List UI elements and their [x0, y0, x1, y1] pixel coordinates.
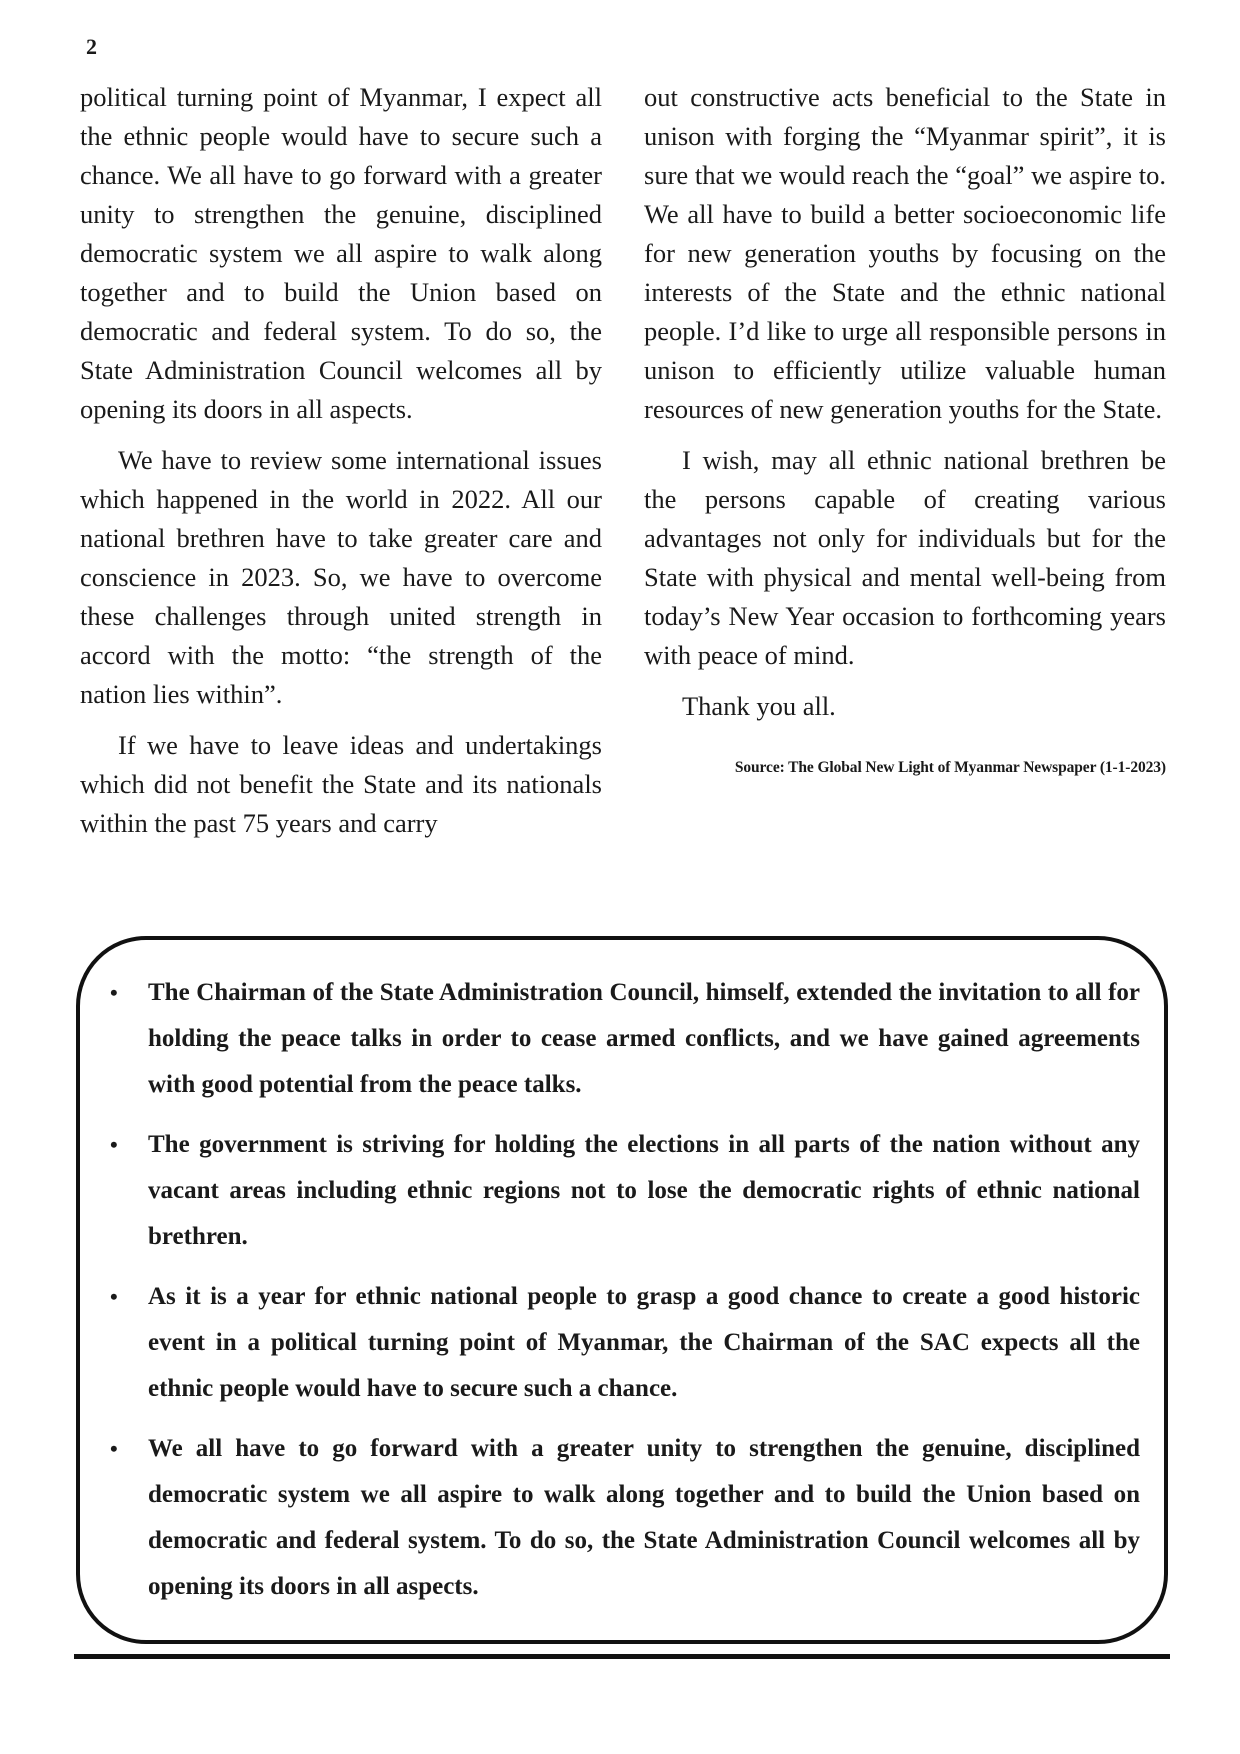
bullet-icon: • [110, 1284, 118, 1309]
bullet-icon: • [110, 980, 118, 1005]
summary-point-text: We all have to go forward with a greater unity to strengthen the genuine, disciplined democratic system we all aspire to walk along together and to build the Union based on democratic and federal system. To do so, the State Administration Council welcomes all by opening its doors in all aspects. [148, 1435, 1140, 1600]
source-citation: Source: The Global New Light of Myanmar Newspaper (1-1-2023) [734, 759, 1166, 776]
right-paragraph-1: out constructive acts beneficial to the State in unison with forging the “Myanmar spirit”, it is sure that we would reach the “goal” we aspire to. We all have to build a better socioeconomic life for new generation youths by focusing on the interests of the State and the ethnic national people. I’d like to urge all responsible persons in unison to efficiently utilize valuable human resources of new generation youths for the State. [644, 82, 1166, 424]
summary-list [110, 970, 1140, 1624]
page-number: 2 [86, 34, 97, 59]
bullet-icon: • [110, 1436, 118, 1461]
summary-point-text: As it is a year for ethnic national people to grasp a good chance to create a good historic event in a political turning point of Myanmar, the Chairman of the SAC expects all the ethnic people would have to secure such a chance. [148, 1283, 1140, 1402]
summary-point [110, 1274, 1140, 1412]
right-paragraph-2: I wish, may all ethnic national brethren be the persons capable of creating various advantages not only for individuals but for the State with physical and mental well-being from today’s New Year occasion to forthcoming years with peace of mind. [644, 445, 1166, 670]
left-paragraph-2: We have to review some international issues which happened in the world in 2022. All our national brethren have to take greater care and conscience in 2023. So, we have to overcome these challenges through united strength in accord with the motto: “the strength of the nation lies within”. [80, 445, 602, 709]
right-column [644, 78, 1166, 787]
summary-point-text: The Chairman of the State Administration Council, himself, extended the invitation to all for holding the peace talks in order to cease armed conflicts, and we have gained agreements with good potential from the peace talks. [148, 979, 1140, 1098]
left-column [80, 78, 602, 855]
summary-point [110, 1426, 1140, 1610]
summary-point [110, 1122, 1140, 1260]
bottom-rule [74, 1654, 1170, 1659]
left-paragraph-1: political turning point of Myanmar, I expect all the ethnic people would have to secure such a chance. We all have to go forward with a greater unity to strengthen the genuine, disciplined democratic system we all aspire to walk along together and to build the Union based on democratic and federal system. To do so, the State Administration Council welcomes all by opening its doors in all aspects. [80, 82, 602, 424]
left-paragraph-3: If we have to leave ideas and undertakings which did not benefit the State and its nationals within the past 75 years and carry [80, 730, 602, 838]
bullet-icon: • [110, 1132, 118, 1157]
right-paragraph-3: Thank you all. [682, 691, 836, 721]
summary-point-text: The government is striving for holding the elections in all parts of the nation without any vacant areas including ethnic regions not to lose the democratic rights of ethnic national brethren. [148, 1131, 1140, 1250]
summary-point [110, 970, 1140, 1108]
